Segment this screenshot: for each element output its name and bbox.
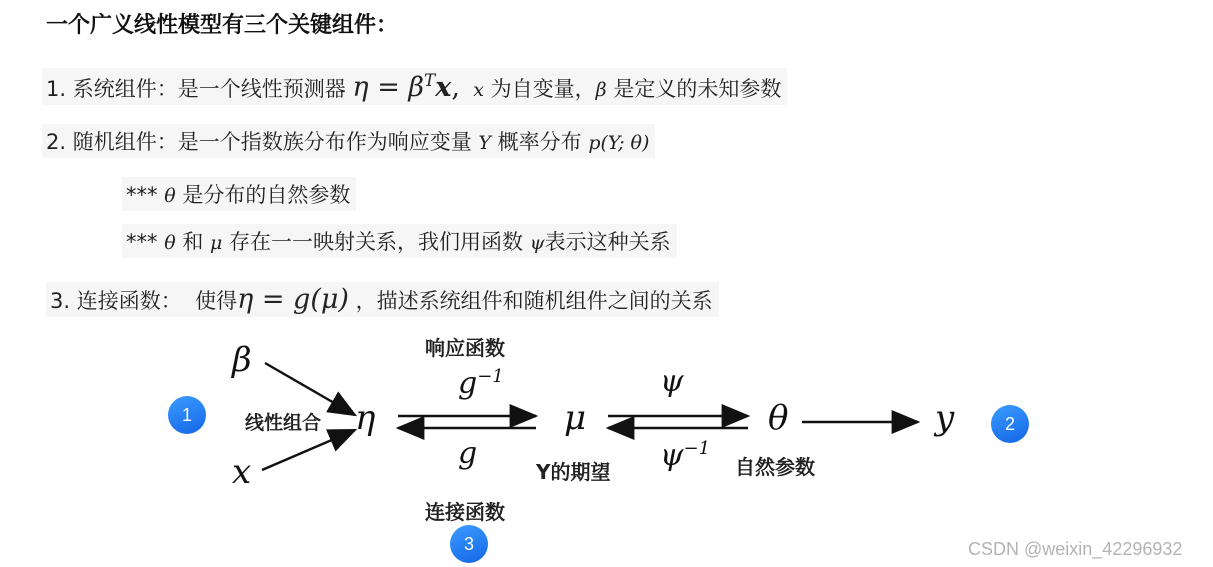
label-link-function: 连接函数 (425, 500, 505, 524)
item-number: 1. (46, 77, 67, 101)
label-linear-combination: 线性组合 (245, 412, 322, 434)
badge-1: 1 (168, 396, 206, 434)
item-label: 系统组件：是一个线性预测器 (72, 77, 346, 101)
formula-eta: $\eta = \beta^Tx$, (352, 70, 460, 103)
item-label: 连接函数： (76, 289, 182, 313)
item-link: 3. 连接函数： 使得η = g(μ) ，描述系统组件和随机组件之间的关系 (46, 282, 719, 317)
node-eta: η (355, 398, 376, 438)
arrow-x-eta (262, 430, 355, 470)
item-number: 2. (46, 130, 67, 154)
node-y: y (935, 398, 955, 438)
var-mu: μ (210, 232, 223, 254)
node-theta: θ (768, 398, 789, 438)
text: 为自变量， (490, 77, 596, 101)
item-label: 随机组件：是一个指数族分布作为响应变量 (72, 130, 472, 154)
var-psi: ψ (529, 232, 545, 254)
distribution: p(Y; θ) (588, 132, 650, 154)
var-beta: β (595, 79, 607, 101)
watermark: CSDN @weixin_42296932 (968, 539, 1183, 559)
label-theta-caption: 自然参数 (735, 455, 815, 479)
formula-link: η = g(μ) (237, 284, 349, 315)
var-theta: θ (164, 185, 176, 207)
node-beta: β (232, 340, 252, 380)
label-mu-caption: Y的期望 (536, 460, 611, 484)
label-response-function: 响应函数 (425, 336, 505, 360)
var-x: x (473, 79, 484, 101)
text: 概率分布 (497, 130, 582, 154)
badge-3: 3 (450, 525, 488, 563)
text: 是定义的未知参数 (613, 77, 782, 101)
node-mu: μ (564, 398, 587, 438)
label-g: g (458, 436, 478, 471)
label-psi-inverse: $\psi^{-1}$ (660, 438, 711, 473)
note-theta: *** θ 是分布的自然参数 (122, 177, 356, 211)
page-title: 一个广义线性模型有三个关键组件： (46, 13, 399, 38)
var-theta: θ (164, 232, 176, 254)
item-number: 3. (50, 289, 71, 313)
node-x: x (232, 452, 252, 492)
note-mapping: *** θ 和 μ 存在一一映射关系，我们用函数 ψ表示这种关系 (122, 224, 677, 258)
badge-2: 2 (991, 405, 1029, 443)
label-g-inverse: $g^{-1}$ (458, 366, 504, 401)
label-psi: ψ (660, 364, 684, 399)
var-y: Y (478, 132, 491, 154)
